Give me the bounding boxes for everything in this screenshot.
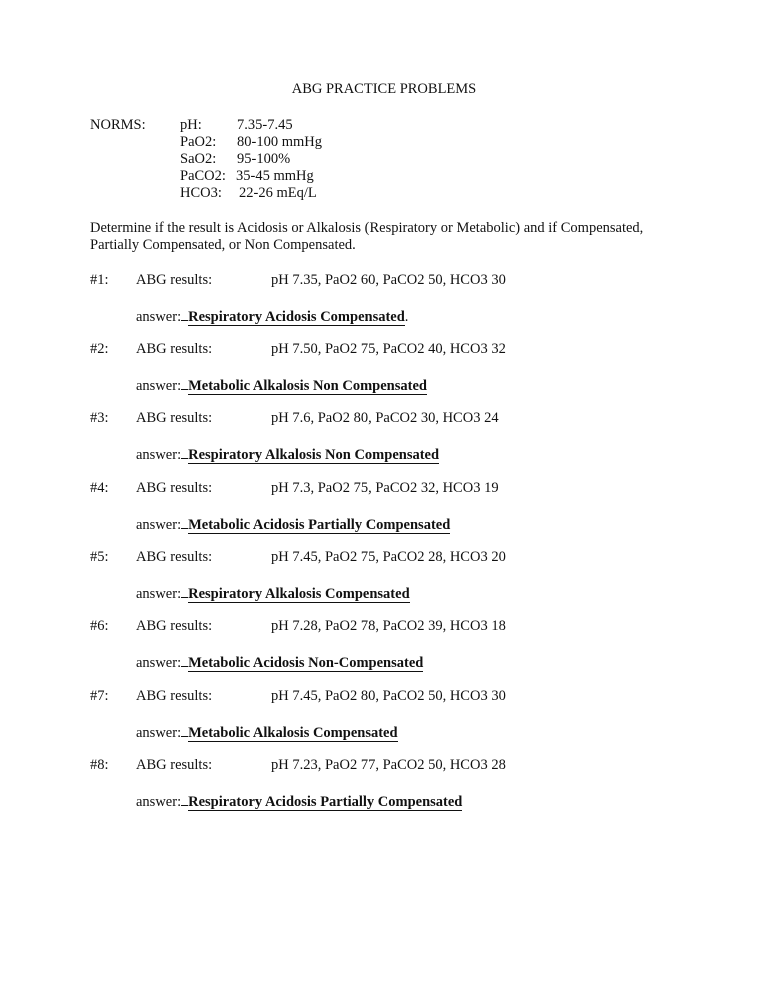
answer-prefix: answer: — [136, 447, 182, 463]
problem-item — [0, 341, 768, 401]
problem-item — [0, 272, 768, 332]
norm-value: 22-26 mEq/L — [239, 185, 317, 201]
answer-text: Respiratory Acidosis Partially Compensated — [188, 794, 463, 810]
problem-label: ABG results: — [136, 341, 213, 357]
norm-value: 80-100 mmHg — [237, 134, 322, 150]
problem-item — [0, 480, 768, 540]
instructions-paragraph: Determine if the result is Acidosis or Alkalosis (Respiratory or Metabolic) and if Compensated, Partially Compensated, or Non Compensated. — [90, 220, 644, 253]
norm-name: HCO3: — [180, 185, 222, 201]
problem-values: pH 7.3, PaO2 75, PaCO2 32, HCO3 19 — [271, 480, 499, 496]
answer-text: Metabolic Acidosis Partially Compensated — [188, 517, 451, 533]
problem-item — [0, 757, 768, 817]
answer-line — [136, 583, 410, 603]
answer-prefix: answer: — [136, 309, 182, 325]
answer-line — [136, 444, 439, 464]
problem-values: pH 7.45, PaO2 80, PaCO2 50, HCO3 30 — [271, 688, 506, 704]
problem-values: pH 7.35, PaO2 60, PaCO2 50, HCO3 30 — [271, 272, 506, 288]
norm-value: 7.35-7.45 — [237, 117, 293, 133]
problem-item — [0, 549, 768, 609]
problem-number: #6: — [90, 618, 109, 634]
answer-line — [136, 514, 450, 534]
problem-number: #1: — [90, 272, 109, 288]
problem-label: ABG results: — [136, 688, 213, 704]
answer-line — [136, 791, 462, 811]
problem-label: ABG results: — [136, 549, 213, 565]
problem-label: ABG results: — [136, 757, 213, 773]
problem-number: #7: — [90, 688, 109, 704]
problem-values: pH 7.23, PaO2 77, PaCO2 50, HCO3 28 — [271, 757, 506, 773]
problem-values: pH 7.45, PaO2 75, PaCO2 28, HCO3 20 — [271, 549, 506, 565]
answer-prefix: answer: — [136, 517, 182, 533]
norm-value: 35-45 mmHg — [236, 168, 314, 184]
problem-number: #4: — [90, 480, 109, 496]
norms-label: NORMS: — [90, 117, 146, 133]
answer-text: Metabolic Alkalosis Non Compensated — [188, 378, 427, 394]
problem-item — [0, 618, 768, 678]
answer-prefix: answer: — [136, 725, 182, 741]
problem-label: ABG results: — [136, 272, 213, 288]
problem-values: pH 7.6, PaO2 80, PaCO2 30, HCO3 24 — [271, 410, 499, 426]
problem-item — [0, 410, 768, 470]
problem-label: ABG results: — [136, 410, 213, 426]
problem-label: ABG results: — [136, 480, 213, 496]
problem-values: pH 7.28, PaO2 78, PaCO2 39, HCO3 18 — [271, 618, 506, 634]
answer-text: Metabolic Alkalosis Compensated — [188, 725, 398, 741]
answer-line — [136, 722, 398, 742]
problem-number: #3: — [90, 410, 109, 426]
norm-name: PaO2: — [180, 134, 217, 150]
page-title: ABG PRACTICE PROBLEMS — [291, 81, 477, 97]
norm-value: 95-100% — [237, 151, 291, 167]
problem-label: ABG results: — [136, 618, 213, 634]
problem-number: #8: — [90, 757, 109, 773]
answer-text: Respiratory Alkalosis Compensated — [188, 586, 410, 602]
problem-values: pH 7.50, PaO2 75, PaCO2 40, HCO3 32 — [271, 341, 506, 357]
answer-text: Metabolic Acidosis Non-Compensated — [188, 655, 424, 671]
answer-text: Respiratory Acidosis Compensated — [188, 309, 405, 325]
answer-line — [136, 375, 427, 395]
norm-name: pH: — [180, 117, 202, 133]
answer-prefix: answer: — [136, 378, 182, 394]
answer-prefix: answer: — [136, 794, 182, 810]
problem-number: #2: — [90, 341, 109, 357]
answer-text: Respiratory Alkalosis Non Compensated — [188, 447, 440, 463]
answer-suffix: . — [404, 309, 409, 325]
answer-line — [136, 306, 408, 326]
norm-name: SaO2: — [180, 151, 217, 167]
problem-item — [0, 688, 768, 748]
answer-prefix: answer: — [136, 655, 182, 671]
answer-line — [136, 652, 423, 672]
norm-name: PaCO2: — [180, 168, 226, 184]
answer-prefix: answer: — [136, 586, 182, 602]
problem-number: #5: — [90, 549, 109, 565]
